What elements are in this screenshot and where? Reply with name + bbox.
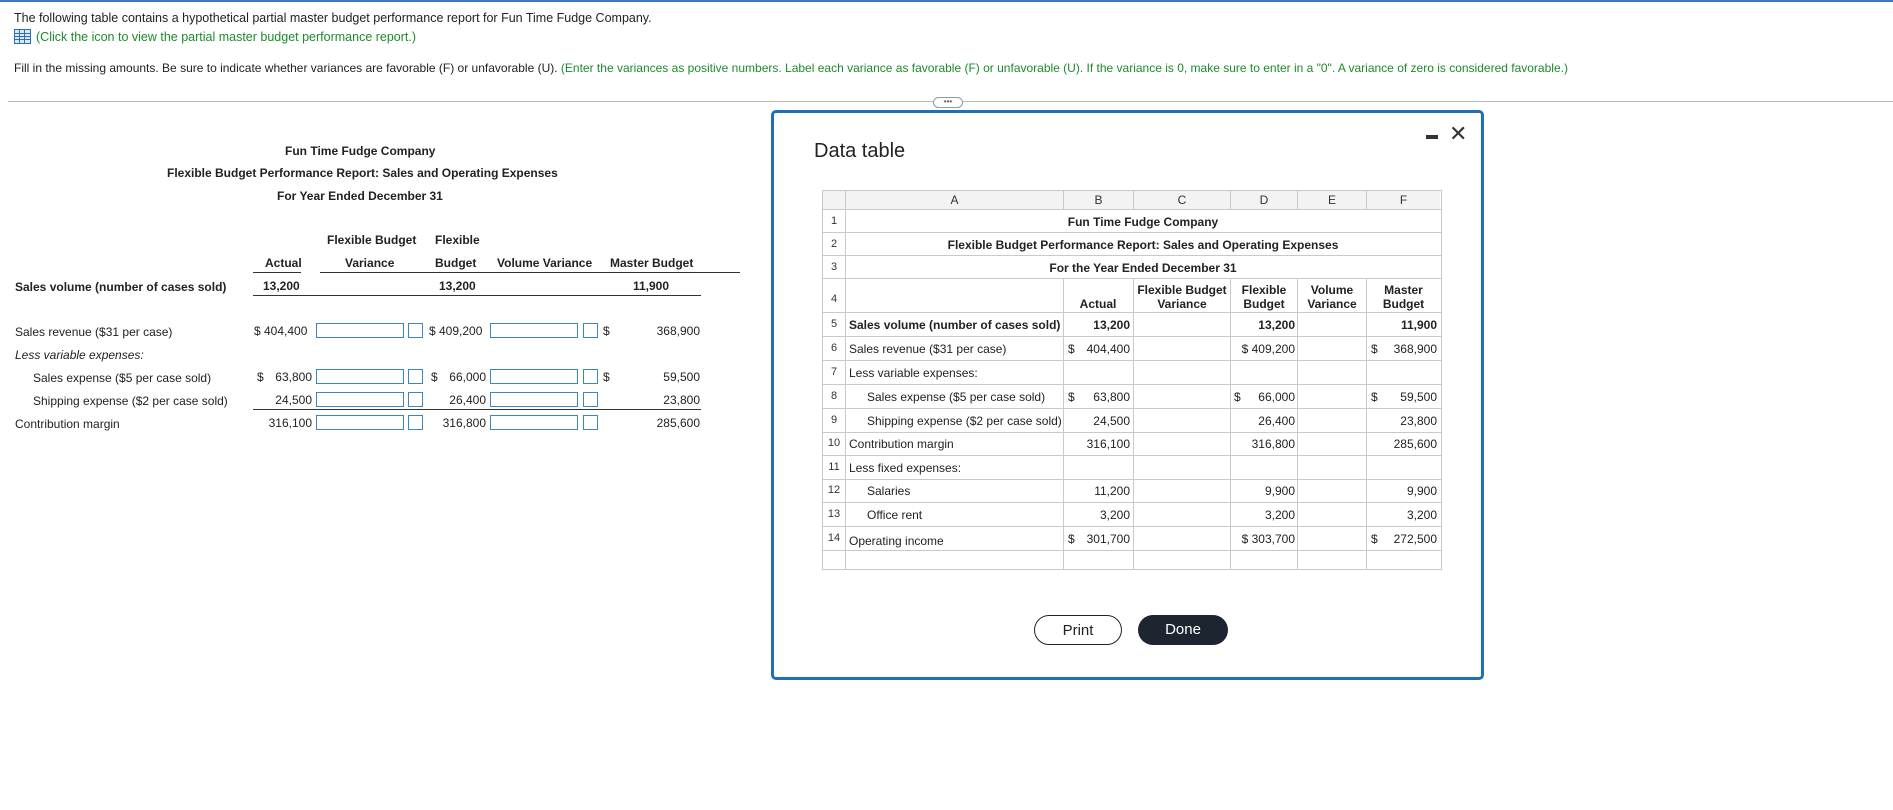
sheet-r9-actual: 24,500 [1093,414,1130,428]
row-sales-exp-flex: 66,000 [449,370,486,384]
corner-cell [823,191,845,209]
top-accent-line [0,0,1893,2]
sheet-r8-master: 59,500 [1400,390,1437,404]
sheet-r13-label: Office rent [867,508,923,522]
row-number: 10 [827,437,841,449]
row-line [823,432,1441,433]
sales-exp-actual-dollar: $ [257,370,264,384]
row-number: 1 [830,215,838,227]
col-line [1063,191,1064,209]
row-line [823,384,1441,385]
row-line [823,502,1441,503]
col-header-c: C [1134,191,1230,209]
sheet-r12-master: 9,900 [1406,484,1437,498]
sheet-r9-label: Shipping expense ($2 per case sold) [867,414,1062,428]
col-header-e: E [1298,191,1366,209]
sheet-r9-master: 23,800 [1400,414,1437,428]
sheet-r12-flex: 9,900 [1264,484,1295,498]
sheet-r13-master: 3,200 [1406,508,1437,522]
row-number: 6 [830,342,838,354]
sheet-hdr-actual: Actual [1079,297,1117,311]
sheet-r8-master-dollar: $ [1371,390,1378,404]
report-period: For Year Ended December 31 [277,189,443,203]
row-number: 4 [830,293,838,305]
row-number: 5 [830,318,838,330]
spreadsheet [822,190,1442,570]
hdr-underline [253,272,301,273]
sheet-r14-master-dollar: $ [1371,532,1378,546]
sheet-r10-label: Contribution margin [849,437,954,451]
row-sales-exp-actual: 63,800 [275,370,312,384]
col-header-f: F [1367,191,1440,209]
view-report-link-text[interactable]: (Click the icon to view the partial master budget performance report.) [36,29,417,44]
sheet-r14-dollar: $ [1068,532,1075,546]
sheet-r14-label: Operating income [849,534,944,548]
sales-exp-master-dollar: $ [603,370,610,384]
hdr-underline [320,272,740,273]
ship-underline [253,409,701,410]
row-line [823,455,1441,456]
hdr-fb-1: Flexible [435,233,480,247]
row-sales-exp-label: Sales expense ($5 per case sold) [33,371,212,385]
minimize-icon[interactable] [1426,135,1438,139]
row-line [823,408,1441,409]
sheet-hdr-fbv-1: Flexible Budget [1137,283,1227,297]
sheet-r5-label: Sales volume (number of cases sold) [849,318,1061,332]
sheet-r14-flex: $ 303,700 [1241,532,1295,546]
col-line [1133,278,1134,569]
sheet-hdr-mb-2: Budget [1382,297,1425,311]
sheet-r6-dollar: $ [1068,342,1075,356]
sheet-r8-flex: 66,000 [1258,390,1295,404]
report-title: Flexible Budget Performance Report: Sales and Operating Expenses [167,166,558,180]
row-ship-exp-flex: 26,400 [449,393,486,407]
data-table-modal [771,110,1484,680]
row-number: 2 [830,238,838,250]
expand-handle-icon[interactable]: ••• [933,97,963,108]
table-icon[interactable] [14,29,31,44]
row-line [823,232,1441,233]
row-sales-exp-master: 59,500 [663,370,700,384]
contrib-fbv-fu-select[interactable] [408,415,423,430]
col-header-d: D [1231,191,1297,209]
sheet-r9-flex: 26,400 [1258,414,1295,428]
sheet-hdr-fbv-2: Variance [1157,297,1207,311]
sheet-r14-actual: 301,700 [1086,532,1130,546]
sheet-r5-actual: 13,200 [1093,318,1130,332]
hdr-vol: Volume Variance [497,256,593,270]
sheet-r6-label: Sales revenue ($31 per case) [849,342,1007,356]
row-number: 9 [830,414,838,426]
print-button[interactable]: Print [1034,615,1122,645]
sheet-r6-actual: 404,400 [1086,342,1130,356]
hdr-master: Master Budget [610,256,694,270]
row-volume-flex: 13,200 [439,279,476,293]
row-contrib-label: Contribution margin [15,417,120,431]
instructions-green: (Enter the variances as positive numbers. Label each variance as favorable (F) or unfavorable (U). If the variance is 0, make sure to enter in a "0". A variance of zero is considered favorable.) [560,61,1568,75]
sheet-r8-actual: 63,800 [1093,390,1130,404]
report-company: Fun Time Fudge Company [285,144,436,158]
instructions [14,61,1568,75]
sheet-hdr-mb-1: Master [1384,283,1423,297]
hdr-actual: Actual [265,256,302,270]
col-header-a: A [846,191,1063,209]
sheet-r10-master: 285,600 [1393,437,1437,451]
row-revenue-label: Sales revenue ($31 per case) [15,325,173,339]
row-line [823,479,1441,480]
revenue-fbv-input[interactable] [316,323,404,338]
sheet-company: Fun Time Fudge Company [1067,215,1219,229]
contrib-fbv-input[interactable] [316,415,404,430]
row-contrib-flex: 316,800 [442,416,486,430]
sheet-title: Flexible Budget Performance Report: Sales and Operating Expenses [947,238,1339,252]
hdr-fb-2: Budget [435,256,477,270]
sheet-r12-actual: 11,200 [1094,484,1130,498]
sheet-r12-label: Salaries [867,484,911,498]
hdr-fbv-1: Flexible Budget [327,233,417,247]
sheet-r14-master: 272,500 [1393,532,1437,546]
row-number: 11 [828,461,840,473]
sheet-r13-actual: 3,200 [1099,508,1130,522]
row-ship-exp-master: 23,800 [663,393,700,407]
col-line [1133,191,1134,209]
row-contrib-master: 285,600 [656,416,700,430]
sheet-r10-actual: 316,100 [1086,437,1130,451]
col-line [1230,191,1231,209]
sales-exp-fbv-fu-select[interactable] [408,369,423,384]
sheet-r10-flex: 316,800 [1251,437,1295,451]
row-number: 12 [827,484,841,496]
row-contrib-actual: 316,100 [268,416,312,430]
row-volume-master: 11,900 [632,279,669,293]
sheet-r8-flex-dollar: $ [1234,390,1241,404]
sheet-r13-flex: 3,200 [1264,508,1295,522]
row-line [823,550,1441,551]
sheet-period: For the Year Ended December 31 [1049,261,1237,275]
row-line [823,209,1441,210]
row-ship-exp-actual: 24,500 [275,393,312,407]
col-line [1366,191,1367,209]
sheet-hdr-vv-1: Volume [1310,283,1354,297]
contrib-vol-fu-select[interactable] [583,415,598,430]
sales-exp-fbv-input[interactable] [316,369,404,384]
revenue-vol-fu-select[interactable] [583,323,598,338]
row-ship-exp-label: Shipping expense ($2 per case sold) [33,394,228,408]
col-line [1297,278,1298,569]
close-icon[interactable]: ✕ [1449,121,1468,146]
row-line [823,336,1441,337]
row-number: 8 [830,390,838,402]
row-line [823,312,1441,313]
row-volume-label: Sales volume (number of cases sold) [15,280,227,294]
sheet-r6-master-dollar: $ [1371,342,1378,356]
view-report-link[interactable] [14,29,416,44]
row-line [823,255,1441,256]
sheet-hdr-fb-2: Budget [1243,297,1285,311]
col-header-b: B [1064,191,1133,209]
col-line [1297,191,1298,209]
sheet-r6-master: 368,900 [1393,342,1437,356]
row-line [823,278,1441,279]
row-number: 13 [827,508,841,520]
revenue-vol-input[interactable] [490,323,578,338]
row-revenue-master: 368,900 [656,324,700,338]
sheet-r8-label: Sales expense ($5 per case sold) [867,390,1046,404]
contrib-vol-input[interactable] [490,415,578,430]
row-number: 3 [830,261,838,273]
ship-exp-vol-fu-select[interactable] [583,392,598,407]
row-line [823,360,1441,361]
revenue-master-dollar: $ [603,324,610,338]
done-button[interactable]: Done [1138,615,1228,645]
sheet-r6-flex: $ 409,200 [1241,342,1295,356]
row-less-var-label: Less variable expenses: [15,348,144,362]
row-number: 14 [827,532,841,544]
sales-exp-vol-fu-select[interactable] [583,369,598,384]
row-line [823,526,1441,527]
ship-exp-vol-input[interactable] [490,392,578,407]
row-revenue-actual: $ 404,400 [254,324,308,338]
sheet-r8-dollar: $ [1068,390,1075,404]
volume-underline [253,295,701,296]
row-number: 7 [830,366,838,378]
sheet-hdr-fb-1: Flexible [1241,283,1287,297]
revenue-fbv-fu-select[interactable] [408,323,423,338]
sheet-r5-master: 11,900 [1400,318,1437,332]
instructions-plain: Fill in the missing amounts. Be sure to indicate whether variances are favorable (F) or unfavorable (U). [14,61,558,75]
hdr-fbv-2: Variance [345,256,395,270]
row-revenue-flex: $ 409,200 [429,324,483,338]
sheet-r11-label: Less fixed expenses: [849,461,962,475]
intro-text: The following table contains a hypothetical partial master budget performance report for Fun Time Fudge Company. [14,11,652,25]
sheet-hdr-vv-2: Variance [1307,297,1357,311]
sales-exp-vol-input[interactable] [490,369,578,384]
sheet-r5-flex: 13,200 [1258,318,1295,332]
ship-exp-fbv-input[interactable] [316,392,404,407]
sales-exp-flex-dollar: $ [431,370,438,384]
ship-exp-fbv-fu-select[interactable] [408,392,423,407]
sheet-r7-label: Less variable expenses: [849,366,978,380]
row-volume-actual: 13,200 [263,279,300,293]
modal-title: Data table [814,140,906,162]
